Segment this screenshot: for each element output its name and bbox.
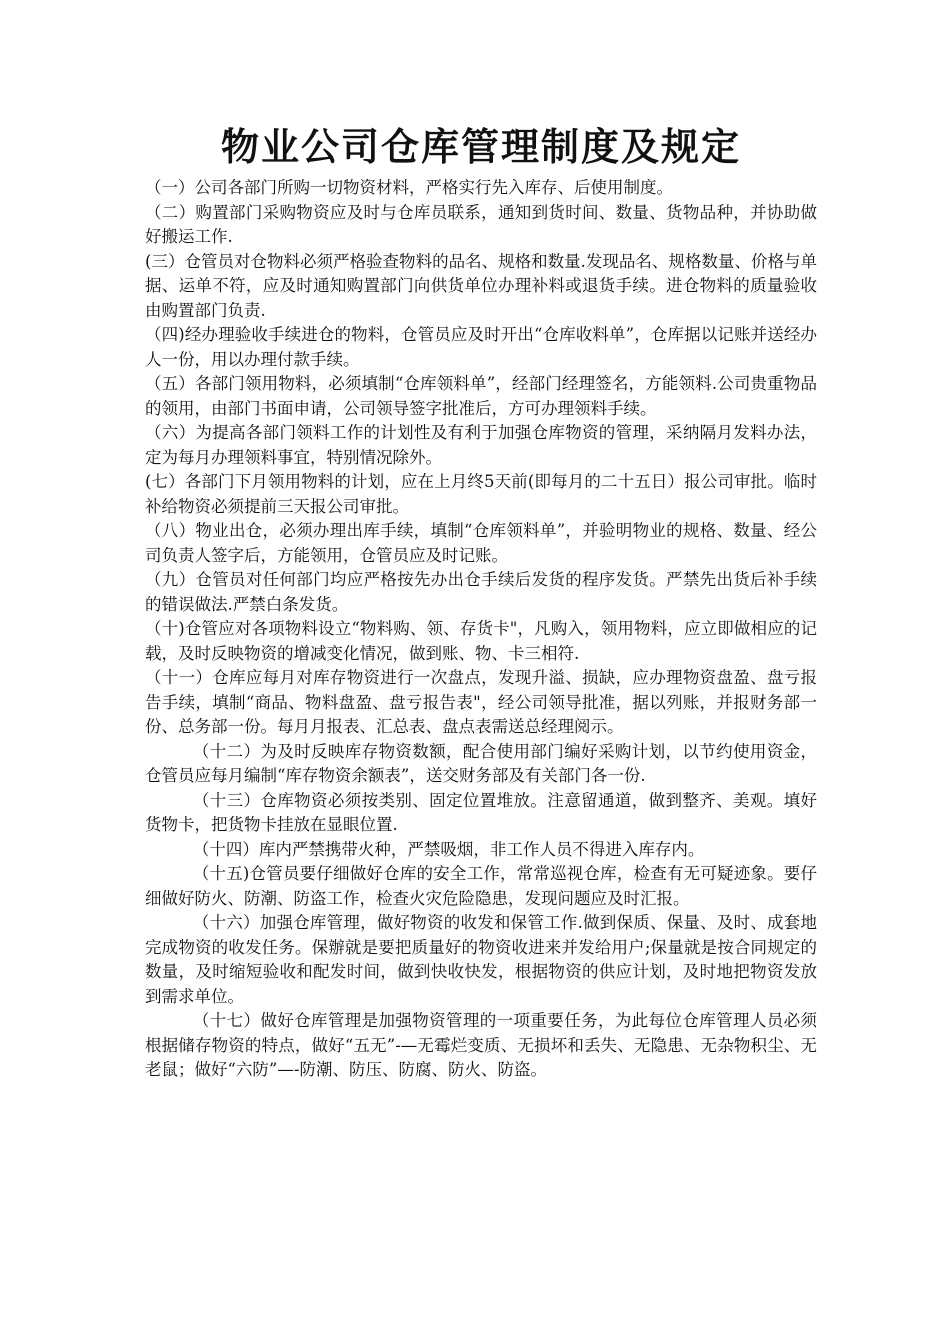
document-title: 物业公司仓库管理制度及规定 xyxy=(220,124,741,169)
paragraph: （十二）为及时反映库存物资数额，配合使用部门编好采购计划，以节约使用资金，仓管员应每月编制“库存物资余额表”，送交财务部及有关部门各一份. xyxy=(145,741,817,785)
document-page xyxy=(145,122,817,1083)
paragraph: （十七）做好仓库管理是加强物资管理的一项重要任务，为此每位仓库管理人员必须根据储存物资的特点，做好“五无”-—无霉烂变质、无损坏和丢失、无隐患、无杂物积尘、无老鼠；做好“六防”—-防潮、防压、防腐、防火、防盗。 xyxy=(145,1011,817,1079)
document-body xyxy=(145,176,817,1083)
paragraph: （十四）库内严禁携带火种，严禁吸烟，非工作人员不得进入库存内。 xyxy=(192,839,705,859)
paragraph: (三）仓管员对仓物料必须严格验查物料的品名、规格和数量.发现品名、规格数量、价格与单据、运单不符，应及时通知购置部门向供货单位办理补料或退货手续。进仓物料的质量验收由购置部门负责. xyxy=(145,251,817,320)
paragraph: （四)经办理验收手续进仓的物料，仓管员应及时开出“仓库收料单”，仓库据以记账并送经办人一份，用以办理付款手续。 xyxy=(145,325,817,369)
paragraph: （十三）仓库物资必须按类别、固定位置堆放。注意留通道，做到整齐、美观。填好货物卡，把货物卡挂放在显眼位置. xyxy=(145,790,817,834)
paragraph: （八）物业出仓，必须办理出库手续，填制“仓库领料单”，并验明物业的规格、数量、经公司负责人签字后，方能领用，仓管员应及时记账。 xyxy=(145,521,817,565)
paragraph: （九）仓管员对任何部门均应严格按先办出仓手续后发货的程序发货。严禁先出货后补手续的错误做法.严禁白条发货。 xyxy=(145,570,817,614)
paragraph: （五）各部门领用物料，必须填制“仓库领料单”，经部门经理签名，方能领料.公司贵重物品的领用，由部门书面申请，公司领导签字批准后，方可办理领料手续。 xyxy=(145,374,817,418)
paragraph: （十六）加强仓库管理，做好物资的收发和保管工作.做到保质、保量、及时、成套地完成物资的收发任务。保辦就是要把质量好的物资收进来并发给用户;保量就是按合同规定的数量，及时缩短验收和配发时间，做到快收快发，根据物资的供应计划，及时地把物资发放到需求单位。 xyxy=(145,913,817,1006)
paragraph: （一）公司各部门所购一切物资材料，严格实行先入库存、后使用制度。 xyxy=(145,178,673,197)
paragraph: （十)仓管应对各项物料设立“物料购、领、存货卡"，凡购入，领用物料，应立即做相应的记载，及时反映物资的增减变化情况，做到账、物、卡三相符. xyxy=(145,619,817,663)
paragraph: （二）购置部门采购物资应及时与仓库员联系，通知到货时间、数量、货物品种，并协助做好搬运工作. xyxy=(145,202,817,246)
paragraph: （十五)仓管员要仔细做好仓库的安全工作，常常巡视仓库，检查有无可疑迹象。要仔细做好防火、防潮、防盗工作，检查火灾危险隐患，发现问题应及时汇报。 xyxy=(145,864,817,908)
paragraph: （十一）仓库应每月对库存物资进行一次盘点，发现升溢、损缺，应办理物资盘盈、盘亏报告手续，填制“商品、物料盘盈、盘亏报告表"，经公司领导批准，据以列账，并报财务部一份、总务部一份。每月月报表、汇总表、盘点表需送总经理阅示。 xyxy=(145,668,817,736)
paragraph: （六）为提高各部门领料工作的计划性及有利于加强仓库物资的管理，采纳隔月发料办法，定为每月办理领料事宜，特别情况除外。 xyxy=(145,423,817,467)
paragraph: (七）各部门下月领用物料的计划，应在上月终5天前(即每月的二十五日）报公司审批。临时补给物资必须提前三天报公司审批。 xyxy=(145,472,817,516)
